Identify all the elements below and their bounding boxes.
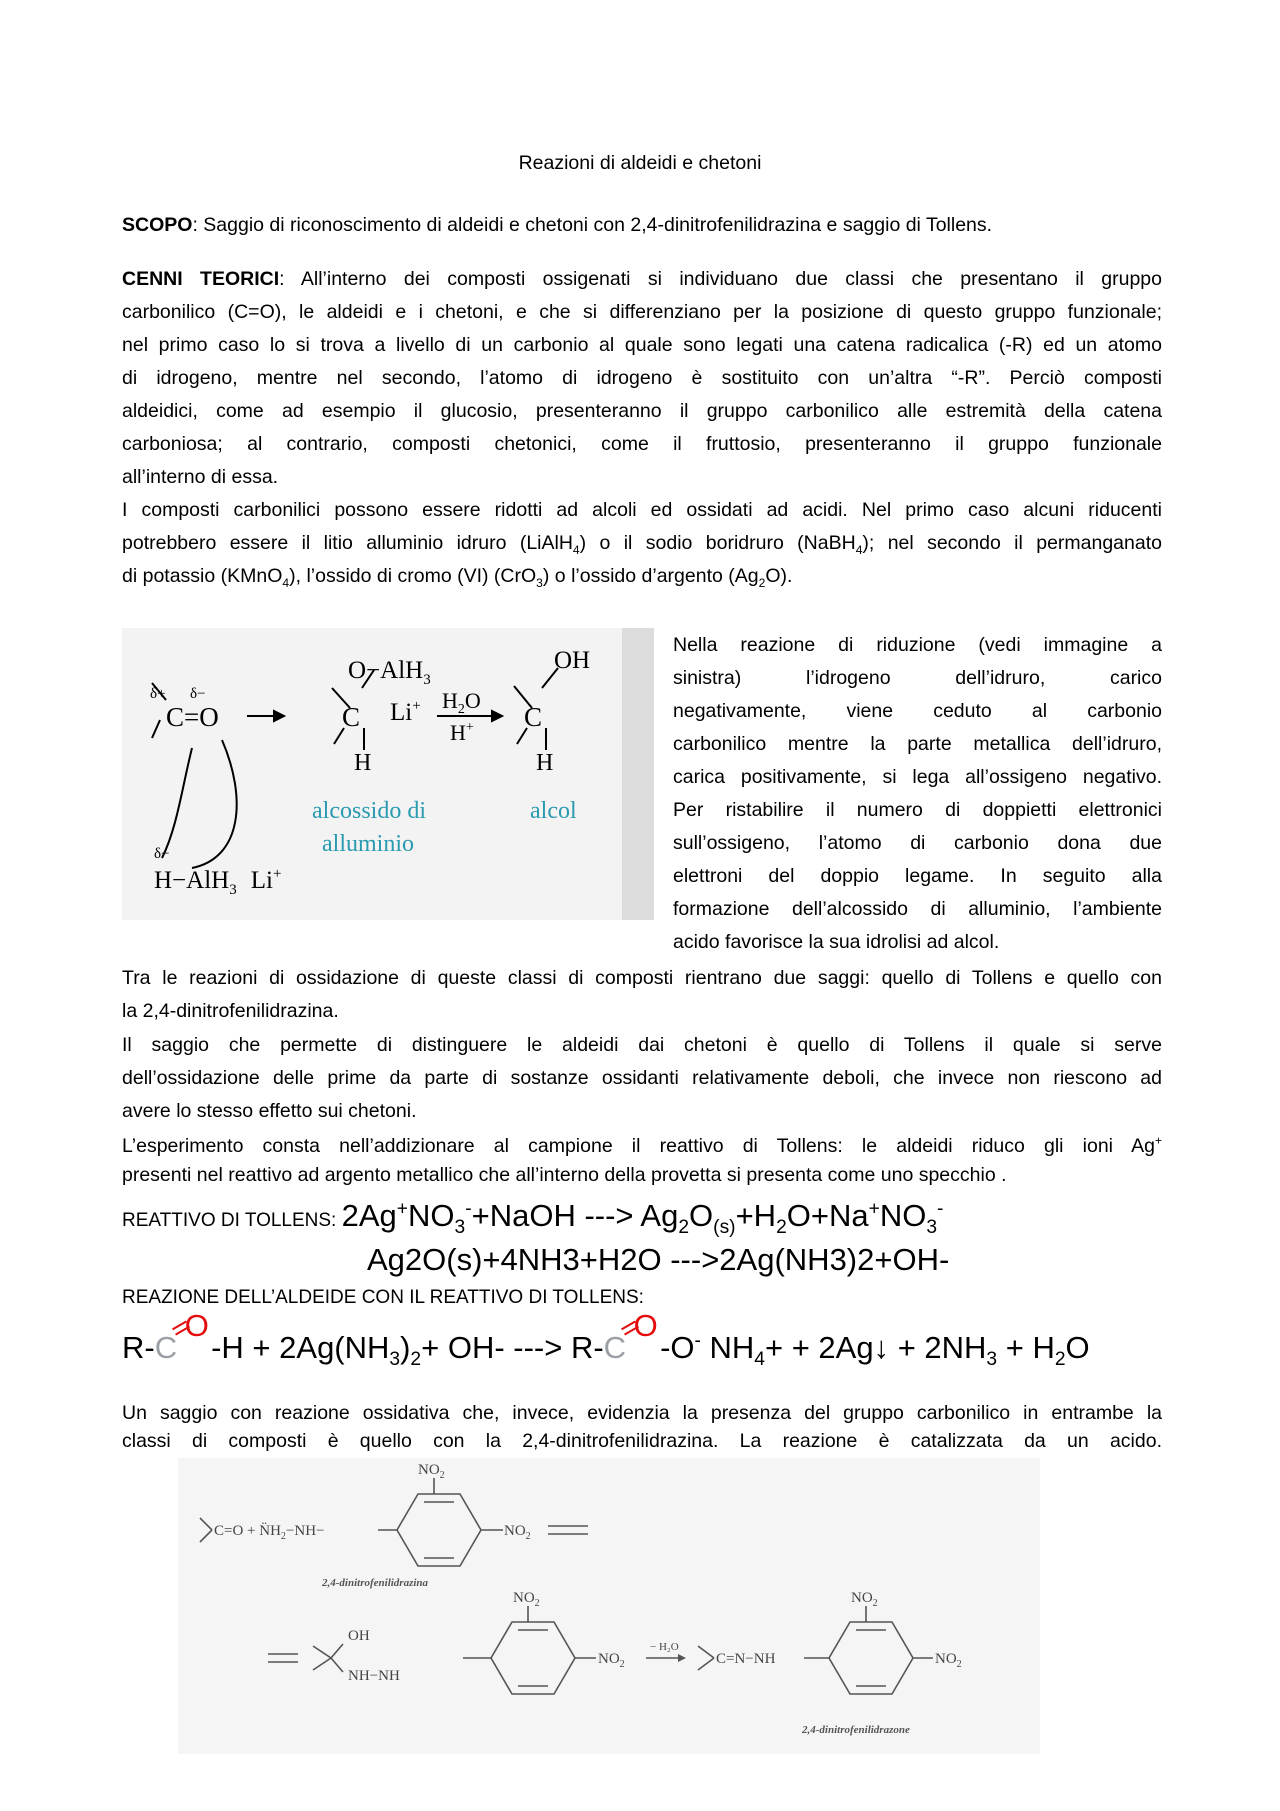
paragraph-line: L’esperimento consta nell’addizionare al campione il reattivo di Tollens: le aldeidi riduco gli ioni Ag+ [122,1133,1162,1157]
product-carbonyl-oxygen: O [633,1308,658,1343]
alcohol-caption: alcol [530,798,577,824]
side-line: sull’ossigeno, l’atomo di carbonio dona due [673,832,1162,854]
alcohol-hydrogen-label: H [536,750,554,776]
hydrogen-label: H [354,750,372,776]
side-line: acido favorisce la sua idrolisi ad alcol. [673,931,1000,953]
paragraph-line: Tra le reazioni di ossidazione di queste classi di composti rientrano due saggi: quello di Tollens e quello con [122,967,1162,989]
paragraph-line: potrebbero essere il litio alluminio idruro (LiAlH$_4$) o il sodio boridruro (NaBH$_4$); nel secondo il permanganato [122,532,1162,557]
tollens-label: REATTIVO DI TOLLENS: [122,1210,342,1231]
paragraph-line: avere lo stesso effetto sui chetoni. [122,1100,417,1122]
reduction-oxidation-paragraph [122,494,1162,593]
hydroxyl-label: OH [554,647,591,674]
hydrazone-linker-label: C=N−NH [716,1651,776,1667]
alkoxide-caption-line2: alluminio [322,831,414,857]
nitro-group-label: $NO_2$ [598,1651,625,1670]
delta-plus-label: δ+ [150,686,166,702]
oxidation-tests-paragraph [122,962,1162,1028]
paragraph-line: Il saggio che permette di distinguere le aldeidi dai chetoni è quello di Tollens il quale si serve [122,1034,1162,1056]
reduction-mechanism-figure [122,628,654,920]
hydrazine-linker-label: NH−NH [348,1668,400,1684]
scope-text: : Saggio di riconoscimento di aldeidi e chetoni con 2,4-dinitrofenilidrazina e saggio di Tollens. [192,214,993,236]
side-line: carica positivamente, si lega all’ossigeno negativo. [673,766,1162,788]
tollens-intro-paragraph [122,1029,1162,1128]
side-line: formazione dell’alcossido di alluminio, l’ambiente [673,898,1162,920]
water-label: $H_2O$ [442,688,481,717]
side-line: Nella reazione di riduzione (vedi immagine a [673,634,1162,656]
paragraph-line: classi di composti è quello con la 2,4-dinitrofenilidrazina. La reazione è catalizzata da un acido. [122,1430,1162,1452]
paragraph-line: Un saggio con reazione ossidativa che, invece, evidenzia la presenza del gruppo carbonilico in entrambe la [122,1402,1162,1424]
theory-paragraph [122,263,1162,494]
carbon-atom-label: C [342,702,361,732]
tollens-equation-1: $2Ag^+NO_3^-+NaOH$ ---> $Ag_2O_{(s)}+H_2O+Na^+NO_3^-$ [341,1198,944,1239]
aldehyde-reaction-label: REAZIONE DELL’ALDEIDE CON IL REATTIVO DI TOLLENS: [122,1287,644,1308]
carbonyl-label: C=O [166,702,219,732]
carbonyl-oxygen: O [184,1308,209,1343]
side-line: negativamente, viene ceduto al carbonio [673,700,1162,722]
mechanism-description [673,629,1162,959]
page-title: Reazioni di aldeidi e chetoni [518,152,762,174]
product-caption: 2,4-dinitrofenilidrazone [802,1724,910,1736]
nitro-group-label: $NO_2$ [418,1462,445,1481]
scope-paragraph [122,209,1162,242]
dnph-paragraph [122,1399,1162,1455]
tollens-reagent-equation [122,1196,1172,1239]
alcohol-carbon-label: C [524,702,543,732]
water-loss-label: − H₂O [650,1641,679,1653]
nitro-group-label: $NO_2$ [851,1590,878,1609]
lithium-cation-label: Li+ [390,698,421,726]
reduction-mechanism-diagram [122,628,654,920]
tollens-equation-2: Ag2O(s)+4NH3+H2O --->2Ag(NH3)2+OH- [367,1242,950,1277]
side-line: Per ristabilire il numero di doppietti elettronici [673,799,1162,821]
scope-label: SCOPO [122,214,193,236]
paragraph-line: I composti carbonilici possono essere ridotti ad alcoli ed ossidati ad acidi. Nel primo caso alcuni riducenti [122,499,1162,521]
theory-line: all’interno di essa. [122,466,279,488]
tollens-experiment-paragraph [122,1132,1162,1190]
product-carbonyl-carbon: C [603,1330,627,1365]
theory-line: carboniosa; al contrario, composti chetonici, come il fruttosio, presenteranno il gruppo funzionale [122,433,1162,455]
theory-line: aldeidici, come ad esempio il glucosio, presenteranno il gruppo carbonilico alle estremità della catena [122,400,1162,422]
paragraph-line: la 2,4-dinitrofenilidrazina. [122,1000,339,1022]
theory-line: carbonilico (C=O), le aldeidi e i chetoni, e che si differenziano per la posizione di questo gruppo funzionale; [122,301,1162,323]
reagent-caption: 2,4-dinitrofenilidrazina [322,1577,429,1589]
aluminium-alkoxide-formula: O−AlH$_3$ [348,657,431,688]
reagent-formula: $C=O + N̈H_2-NH-$ [214,1523,325,1542]
acid-label: H+ [450,720,474,745]
dnph-reaction-figure [178,1458,1040,1754]
theory-line: di idrogeno, mentre nel secondo, l’atomo di idrogeno è sostituito con un’altra “-R”. Perciò composti [122,367,1162,389]
nitro-group-label: $NO_2$ [935,1651,962,1670]
theory-label: CENNI TEORICI [122,268,280,290]
theory-line: CENNI TEORICI: All’interno dei composti ossigenati si individuano due classi che presentano il gruppo [122,268,1162,290]
aldehyde-tollens-equation: R-C O $-H + 2Ag(NH_3)_2+ OH-$ ---> R-C O -O- $NH_4+$ + 2Ag↓ + $2NH_3 + H_2O$ [122,1318,1182,1378]
alkoxide-caption-line1: alcossido di [312,798,426,824]
side-line: carbonilico mentre la parte metallica dell’idruro, [673,733,1162,755]
side-line: elettroni del doppio legame. In seguito alla [673,865,1162,887]
paragraph-line: presenti nel reattivo ad argento metallico che all’interno della provetta si presenta come uno specchio . [122,1164,1007,1186]
paragraph-line: di potassio (KMnO$_4$), l’ossido di cromo (VI) (CrO$_3$) o l’ossido d’argento $(Ag_2O)$. [122,565,793,590]
nitro-group-label: $NO_2$ [513,1590,540,1609]
dnph-reaction-diagram [178,1458,1040,1754]
nitro-group-label: $NO_2$ [504,1523,531,1542]
delta-minus-label: δ− [190,686,206,702]
carbonyl-carbon: C [154,1330,178,1365]
theory-line: nel primo caso lo si trova a livello di un carbonio al quale sono legati una catena radicalica (-R) ed un atomo [122,334,1162,356]
paragraph-line: dell’ossidazione delle prime da parte di sostanze ossidanti relativamente deboli, che invece non riescono ad [122,1067,1162,1089]
hydride-formula: H−AlH$_3$ Li+ [154,866,282,898]
side-line: sinistra) l’idrogeno dell’idruro, carico [673,667,1162,689]
hydroxyl-label: OH [348,1628,370,1644]
hydride-delta-label: δ− [154,846,170,862]
